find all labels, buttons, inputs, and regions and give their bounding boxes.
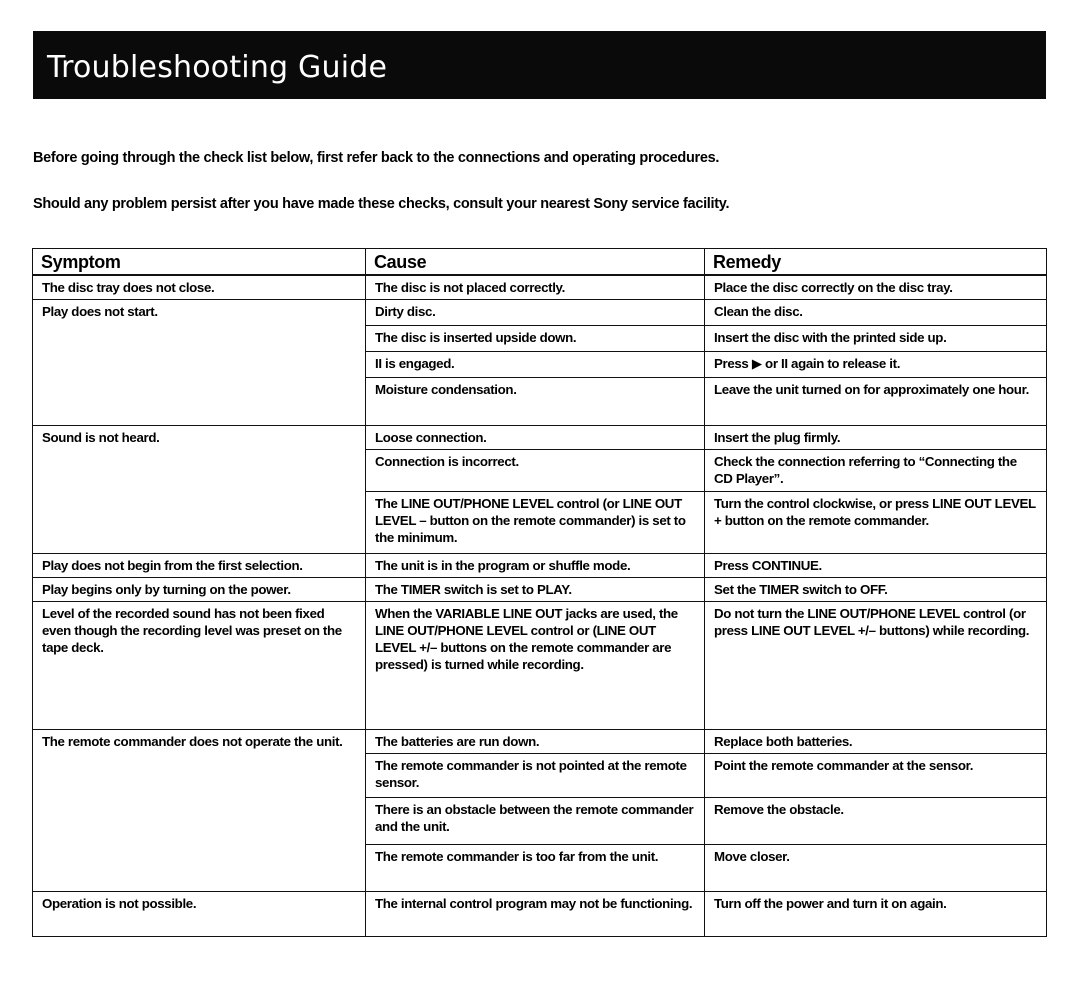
remedy-cell: Replace both batteries. bbox=[705, 729, 1047, 753]
cause-cell: The LINE OUT/PHONE LEVEL control (or LINE OUT LEVEL – button on the remote commander) is set to the minimum. bbox=[366, 491, 705, 553]
symptom-cell: Level of the recorded sound has not been fixed even though the recording level was preset on the tape deck. bbox=[33, 601, 366, 729]
table-row bbox=[33, 601, 1047, 729]
cause-cell: Dirty disc. bbox=[366, 299, 705, 325]
cause-cell: There is an obstacle between the remote commander and the unit. bbox=[366, 797, 705, 844]
table-row bbox=[33, 553, 1047, 577]
symptom-cell: Play begins only by turning on the power. bbox=[33, 577, 366, 601]
cause-cell: The internal control program may not be functioning. bbox=[366, 891, 705, 936]
cause-cell: The unit is in the program or shuffle mode. bbox=[366, 553, 705, 577]
table-row bbox=[33, 425, 1047, 449]
symptom-cell: Sound is not heard. bbox=[33, 425, 366, 553]
table-row bbox=[33, 729, 1047, 753]
cause-cell: The TIMER switch is set to PLAY. bbox=[366, 577, 705, 601]
remedy-cell: Press CONTINUE. bbox=[705, 553, 1047, 577]
cause-cell: The disc is not placed correctly. bbox=[366, 275, 705, 300]
cause-cell: The remote commander is not pointed at the remote sensor. bbox=[366, 753, 705, 797]
symptom-column-header: Symptom bbox=[33, 249, 366, 275]
troubleshooting-table bbox=[32, 248, 1047, 937]
remedy-cell: Press ▶ or II again to release it. bbox=[705, 351, 1047, 377]
symptom-cell: Operation is not possible. bbox=[33, 891, 366, 936]
remedy-cell: Insert the disc with the printed side up. bbox=[705, 325, 1047, 351]
cause-cell: Connection is incorrect. bbox=[366, 449, 705, 491]
table-row bbox=[33, 299, 1047, 325]
table-row bbox=[33, 275, 1047, 300]
remedy-cell: Turn the control clockwise, or press LINE OUT LEVEL + button on the remote commander. bbox=[705, 491, 1047, 553]
table-header-row bbox=[33, 249, 1047, 275]
remedy-cell: Point the remote commander at the sensor. bbox=[705, 753, 1047, 797]
remedy-cell: Turn off the power and turn it on again. bbox=[705, 891, 1047, 936]
cause-cell: Loose connection. bbox=[366, 425, 705, 449]
remedy-cell: Set the TIMER switch to OFF. bbox=[705, 577, 1047, 601]
remedy-cell: Leave the unit turned on for approximately one hour. bbox=[705, 377, 1047, 425]
cause-cell: When the VARIABLE LINE OUT jacks are used, the LINE OUT/PHONE LEVEL control or (LINE OUT LEVEL +/– buttons on the remote commander are pressed) is turned while recording. bbox=[366, 601, 705, 729]
remedy-cell: Do not turn the LINE OUT/PHONE LEVEL control (or press LINE OUT LEVEL +/– buttons) while recording. bbox=[705, 601, 1047, 729]
title-bar bbox=[33, 31, 1046, 99]
cause-cell: II is engaged. bbox=[366, 351, 705, 377]
remedy-cell: Clean the disc. bbox=[705, 299, 1047, 325]
cause-column-header: Cause bbox=[366, 249, 705, 275]
remedy-column-header: Remedy bbox=[705, 249, 1047, 275]
cause-cell: The batteries are run down. bbox=[366, 729, 705, 753]
remedy-cell: Remove the obstacle. bbox=[705, 797, 1047, 844]
intro-paragraph-2: Should any problem persist after you have made these checks, consult your nearest Sony service facility. bbox=[33, 196, 730, 212]
symptom-cell: Play does not begin from the first selection. bbox=[33, 553, 366, 577]
cause-cell: The disc is inserted upside down. bbox=[366, 325, 705, 351]
symptom-cell: The disc tray does not close. bbox=[33, 275, 366, 300]
remedy-cell: Move closer. bbox=[705, 844, 1047, 891]
remedy-cell: Insert the plug firmly. bbox=[705, 425, 1047, 449]
symptom-cell: The remote commander does not operate the unit. bbox=[33, 729, 366, 891]
cause-cell: The remote commander is too far from the unit. bbox=[366, 844, 705, 891]
intro-paragraph-1: Before going through the check list below, first refer back to the connections and operating procedures. bbox=[33, 150, 720, 166]
remedy-cell: Check the connection referring to “Connecting the CD Player”. bbox=[705, 449, 1047, 491]
table-row bbox=[33, 577, 1047, 601]
table-row bbox=[33, 891, 1047, 936]
cause-cell: Moisture condensation. bbox=[366, 377, 705, 425]
remedy-cell: Place the disc correctly on the disc tray. bbox=[705, 275, 1047, 300]
symptom-cell: Play does not start. bbox=[33, 299, 366, 425]
page-title: Troubleshooting Guide bbox=[47, 50, 388, 85]
